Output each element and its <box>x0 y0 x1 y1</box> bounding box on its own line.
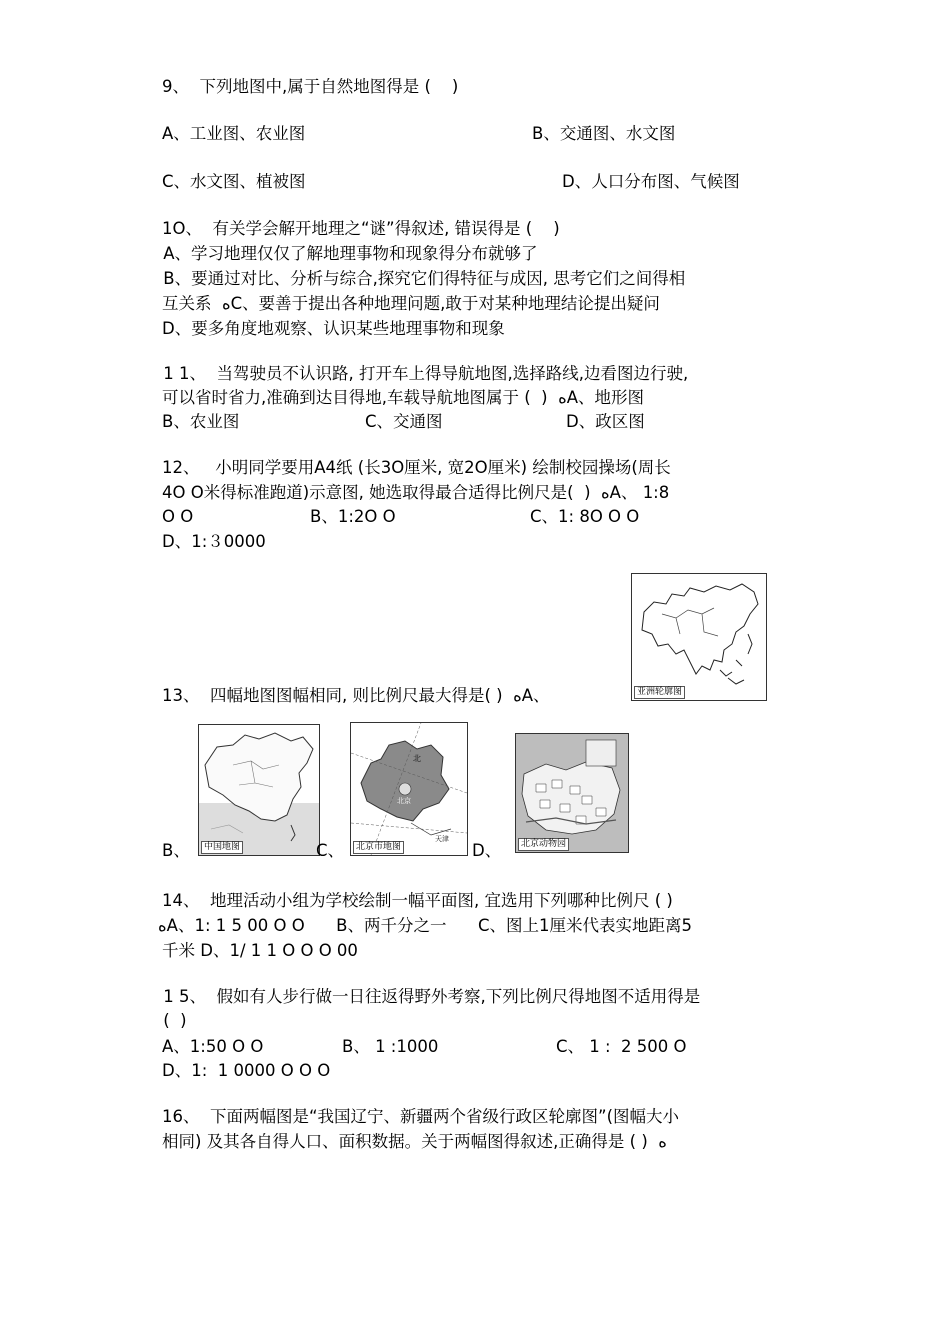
china-map <box>198 724 320 856</box>
map-c-label-tianjin: 天津 <box>435 835 449 843</box>
q13-option-b: B、 <box>162 841 190 860</box>
q14-options-line3: 千米 D、1/ 1 1 O O O 00 <box>162 941 358 960</box>
q11-option-b: B、农业图 <box>162 412 240 431</box>
q9-option-d: D、人口分布图、气候图 <box>562 172 740 191</box>
q10-option-b-line2: 互关系 ﻩC、要善于提出各种地理问题,敢于对某种地理结论提出疑问 <box>162 294 660 313</box>
map-d-caption: 北京动物园 <box>518 838 569 851</box>
q14-stem-line1: 14、 地理活动小组为学校绘制一幅平面图, 宜选用下列哪种比例尺 ( ) <box>162 891 673 910</box>
map-b-caption: 中国地图 <box>201 841 243 854</box>
q12-stem-line2: 4O O米得标准跑道)示意图, 她选取得最合适得比例尺是( ) ﻩA、 1:8 <box>162 483 670 502</box>
q15-option-b: B、 1 :1000 <box>342 1037 439 1056</box>
q10-stem: 1O、 有关学会解开地理之“谜”得叙述, 错误得是 ( ) <box>162 219 560 238</box>
q15-stem-line1: 1 5、 假如有人步行做一日往返得野外考察,下列比例尺得地图不适用得是 <box>158 987 701 1006</box>
map-c-label-city: 北京 <box>397 797 411 805</box>
q13-option-d: D、 <box>472 841 502 860</box>
q15-option-c: C、 1 : 2 500 O <box>556 1037 687 1056</box>
map-a-caption: 亚洲轮廓图 <box>634 686 685 699</box>
asia-outline-map <box>631 573 767 701</box>
q11-stem-line2: 可以省时省力,准确到达目得地,车载导航地图属于 ( ) ﻩA、地形图 <box>162 388 645 407</box>
beijing-city-map <box>350 722 468 856</box>
q16-stem-line2: 相同) 及其各自得人口、面积数据。关于两幅图得叙述,正确得是 ( ) ﻩ <box>162 1132 667 1151</box>
q16-stem-line1: 16、 下面两幅图是“我国辽宁、新疆两个省级行政区轮廓图”(图幅大小 <box>162 1107 680 1126</box>
q9-stem: 9、 下列地图中,属于自然地图得是 ( ) <box>162 77 459 96</box>
beijing-zoo-map <box>515 733 629 853</box>
q9-option-b: B、交通图、水文图 <box>532 124 676 143</box>
q11-option-d: D、政区图 <box>566 412 645 431</box>
q12-option-a-cont: O O <box>162 507 194 526</box>
map-c-label-north: 北 <box>413 754 421 763</box>
q12-option-d: D、1:３0000 <box>162 532 266 551</box>
q9-option-a: A、工业图、农业图 <box>162 124 306 143</box>
q12-option-b: B、1:2O O <box>310 507 396 526</box>
q13-option-c: C、 <box>316 841 345 860</box>
map-c-caption: 北京市地图 <box>353 841 404 854</box>
q11-stem-line1: 1 1、 当驾驶员不认识路, 打开车上得导航地图,选择路线,边看图边行驶, <box>158 364 689 383</box>
q13-stem: 13、 四幅地图图幅相同, 则比例尺最大得是( ) ﻩA、 <box>162 686 550 705</box>
q9-option-c: C、水文图、植被图 <box>162 172 306 191</box>
q14-options-line2: ﻩA、1: 1 5 00 O O B、两千分之一 C、图上1厘米代表实地距离5 <box>158 916 692 935</box>
q12-stem-line1: 12、 小明同学要用A4纸 (长3O厘米, 宽2O厘米) 绘制校园操场(周长 <box>162 458 671 477</box>
q10-option-d: D、要多角度地观察、认识某些地理事物和现象 <box>162 319 505 338</box>
q12-option-c: C、1: 8O O O <box>530 507 640 526</box>
q11-option-c: C、交通图 <box>365 412 443 431</box>
q10-option-b-line1: B、要通过对比、分析与综合,探究它们得特征与成因, 思考它们之间得相 <box>158 269 686 288</box>
q15-option-d: D、1: 1 0000 O O O <box>162 1061 331 1080</box>
q10-option-a: A、学习地理仅仅了解地理事物和现象得分布就够了 <box>158 244 538 263</box>
q15-stem-line2: ( ) <box>158 1011 187 1030</box>
q15-option-a: A、1:50 O O <box>162 1037 264 1056</box>
